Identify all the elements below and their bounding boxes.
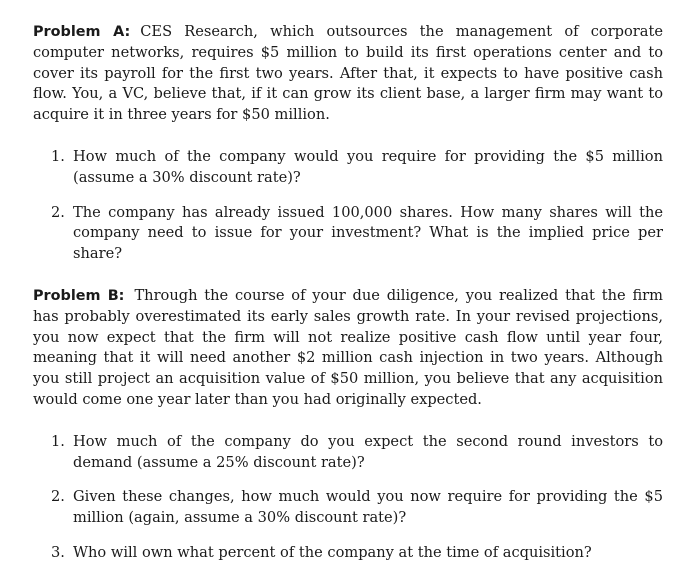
problem-b-question-2 <box>33 487 663 529</box>
problem-b-question-list <box>33 432 663 564</box>
question-number: 1. <box>51 432 65 450</box>
question-number: 2. <box>51 203 65 221</box>
document-page <box>33 22 663 564</box>
problem-b-question-3 <box>33 543 663 564</box>
problem-b-text: Through the course of your due diligence, you realized that the firm has probably overestimated its early sales growth rate. In your revised projections, you now expect that the firm will not realize positive cash flow until year four, meaning that it will need another $2 million cash injection in two years. Although you still project an acquisition value of $50 million, you believe that any acquisition would come one year later than you had originally expected. <box>33 286 663 408</box>
problem-a-text: CES Research, which outsources the management of corporate computer networks, requires $5 million to build its first operations center and to cover its payroll for the first two years. After that, it expects to have positive cash flow. You, a VC, believe that, if it can grow its client base, a larger firm may want to acquire it in three years for $50 million. <box>33 23 663 124</box>
problem-a-question-list <box>33 147 663 265</box>
question-text: Given these changes, how much would you now require for providing the $5 million (again, assume a 30% discount rate)? <box>73 488 663 527</box>
question-text: How much of the company would you require for providing the $5 million (assume a 30% discount rate)? <box>73 147 663 186</box>
question-text: Who will own what percent of the company at the time of acquisition? <box>73 543 592 561</box>
problem-a-question-2 <box>33 203 663 265</box>
question-text: How much of the company do you expect the second round investors to demand (assume a 25% discount rate)? <box>73 432 663 471</box>
question-number: 2. <box>51 488 65 506</box>
question-number: 3. <box>51 543 65 561</box>
problem-a-label: Problem A: <box>33 24 131 40</box>
problem-b-label: Problem B: <box>33 287 125 304</box>
problem-a-question-1 <box>33 147 663 189</box>
question-number: 1. <box>51 147 65 165</box>
problem-b-question-1 <box>33 432 663 474</box>
problem-a <box>33 22 663 126</box>
problem-b <box>33 286 663 411</box>
question-text: The company has already issued 100,000 shares. How many shares will the company need to issue for your investment? What is the implied price per share? <box>73 203 663 263</box>
